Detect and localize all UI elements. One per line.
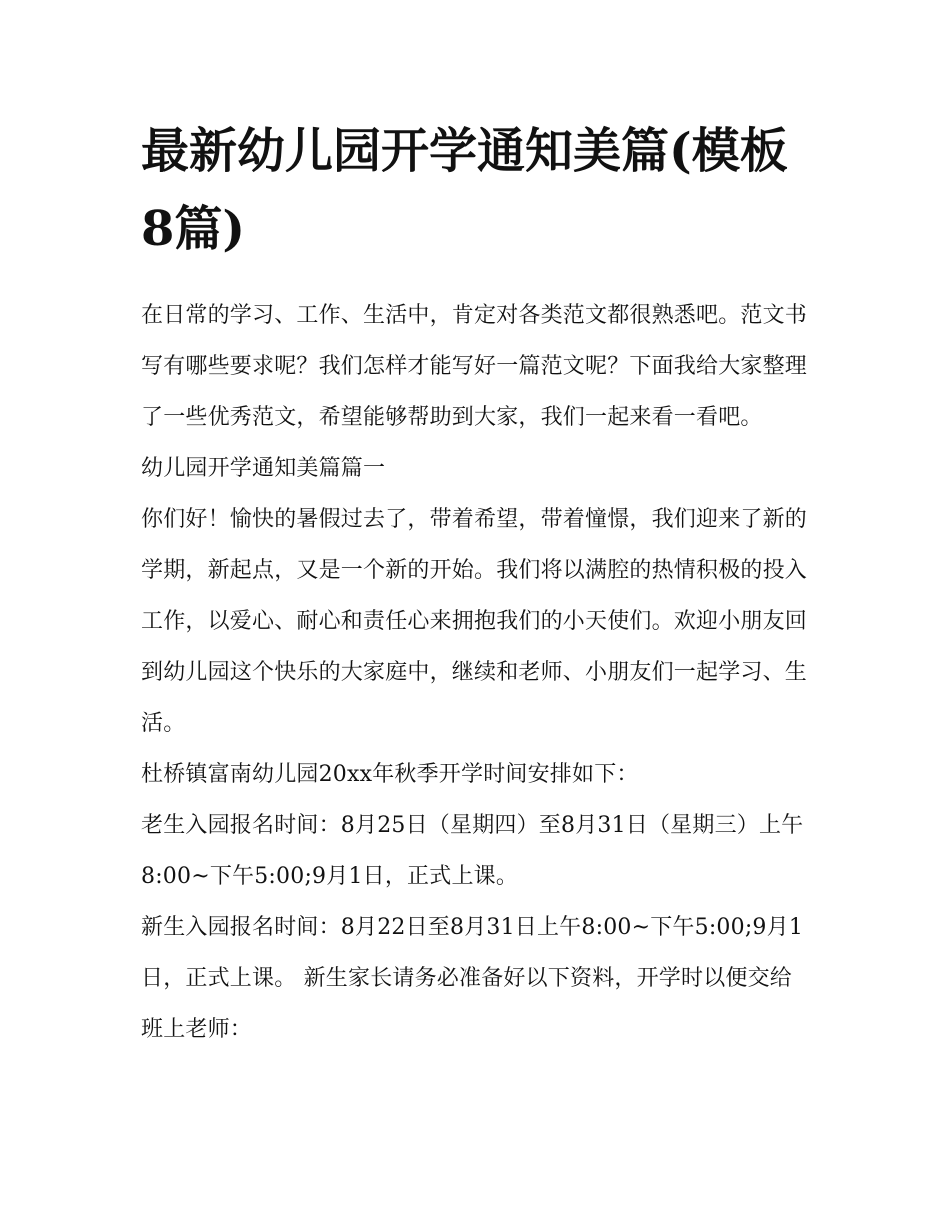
returning-students-schedule: 老生入园报名时间：8月25日（星期四）至8月31日（星期三）上午8:00~下午5:00;9月1日，正式上课。 bbox=[141, 813, 804, 889]
document-page bbox=[141, 112, 813, 1055]
intro-paragraph: 在日常的学习、工作、生活中，肯定对各类范文都很熟悉吧。范文书写有哪些要求呢？我们怎样才能写好一篇范文呢？下面我给大家整理了一些优秀范文，希望能够帮助到大家，我们一起来看一看吧。 bbox=[141, 303, 808, 430]
section-heading: 幼儿园开学通知美篇篇一 bbox=[141, 456, 386, 481]
schedule-intro: 杜桥镇富南幼儿园20xx年秋季开学时间安排如下： bbox=[141, 762, 639, 787]
new-students-schedule: 新生入园报名时间：8月22日至8月31日上午8:00~下午5:00;9月1日，正式上课。 新生家长请务必准备好以下资料，开学时以便交给班上老师： bbox=[141, 915, 804, 1042]
document-title: 最新幼儿园开学通知美篇(模板8篇) bbox=[141, 123, 788, 257]
greeting-paragraph: 你们好！愉快的暑假过去了，带着希望，带着憧憬，我们迎来了新的学期，新起点，又是一个新的开始。我们将以满腔的热情积极的投入工作，以爱心、耐心和责任心来拥抱我们的小天使们。欢迎小朋友回到幼儿园这个快乐的大家庭中，继续和老师、小朋友们一起学习、生活。 bbox=[141, 507, 808, 736]
